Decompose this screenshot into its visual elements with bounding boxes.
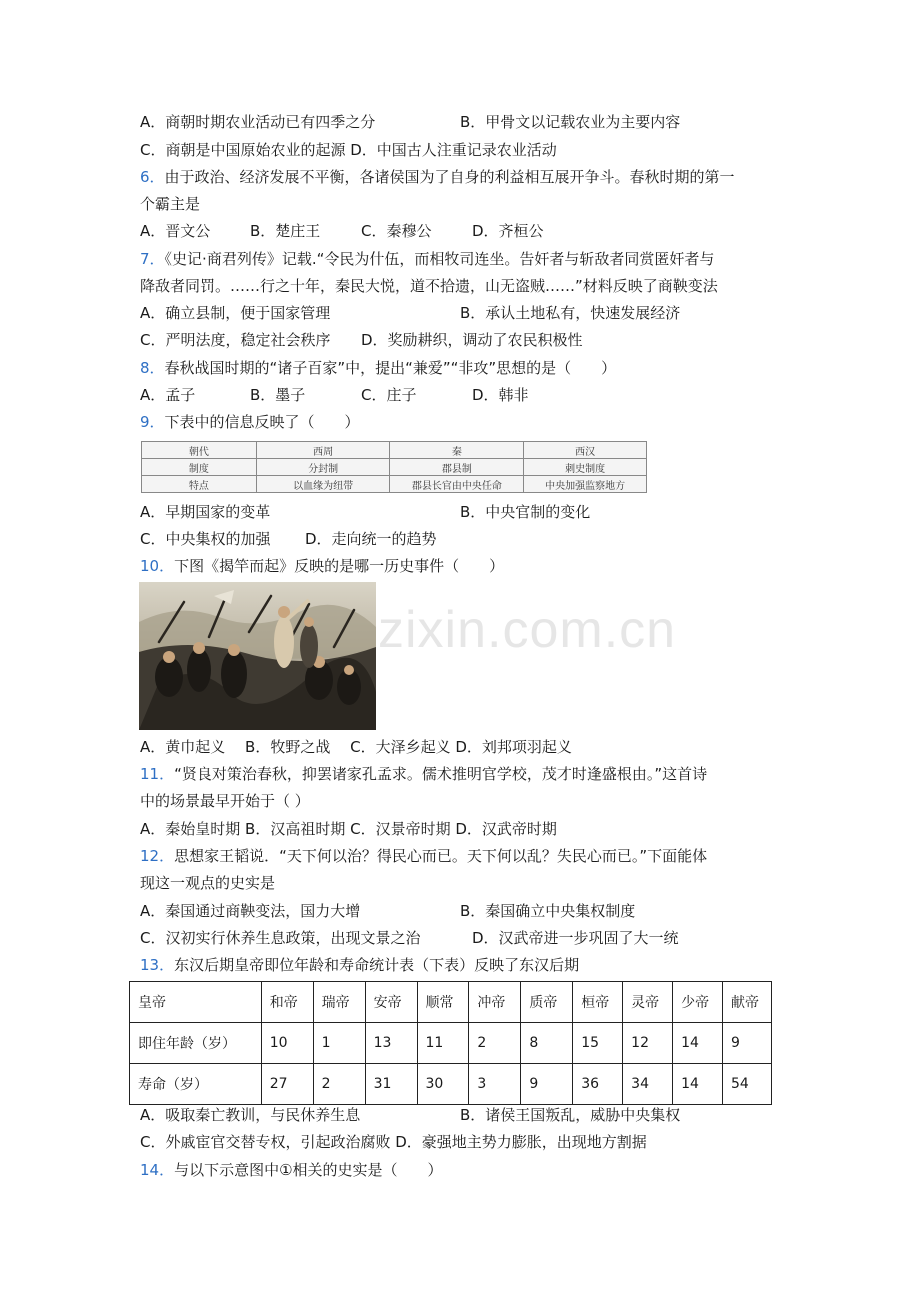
q7-stem-line1: 7．《史记·商君列传》记载.“令民为什伍，而相牧司连坐。告奸者与斩敌者同赏匿奸者与 <box>140 250 715 268</box>
table-cell: 寿命（岁） <box>130 1064 262 1105</box>
table-cell: 皇帝 <box>130 982 262 1023</box>
table-cell: 11 <box>417 1023 469 1064</box>
table-cell: 9 <box>723 1023 772 1064</box>
q6-option-d: D．齐桓公 <box>472 222 544 240</box>
table-row <box>130 982 772 1023</box>
q13-number: 13． <box>140 956 175 974</box>
q10-options: A．黄巾起义 B．牧野之战 C．大泽乡起义 D．刘邦项羽起义 <box>140 738 572 756</box>
q14-number: 14． <box>140 1161 175 1179</box>
table-cell: 13 <box>365 1023 417 1064</box>
table-cell: 西汉 <box>524 442 647 459</box>
table-row <box>130 1064 772 1105</box>
table-cell: 制度 <box>142 459 257 476</box>
q13-option-b: B．诸侯王国叛乱，威胁中央集权 <box>460 1106 681 1124</box>
table-cell: 30 <box>417 1064 469 1105</box>
table-cell: 14 <box>673 1064 723 1105</box>
q7-option-d: D．奖励耕织，调动了农民积极性 <box>361 331 583 349</box>
table-cell: 54 <box>723 1064 772 1105</box>
q8-option-a: A．孟子 <box>140 386 196 404</box>
table-row <box>142 459 647 476</box>
q13-emperor-table <box>129 981 772 1105</box>
q9-stem: 9．下表中的信息反映了（ ） <box>140 413 360 431</box>
q12-option-c: C．汉初实行休养生息政策，出现文景之治 <box>140 929 421 947</box>
q13-option-cd: C．外戚宦官交替专权，引起政治腐败 D．豪强地主势力膨胀，出现地方割据 <box>140 1133 647 1151</box>
q12-stem-line2: 现这一观点的史实是 <box>140 874 276 892</box>
q5-option-a: A．商朝时期农业活动已有四季之分 <box>140 113 376 131</box>
q8-option-b: B．墨子 <box>250 386 306 404</box>
q6-number: 6． <box>140 168 165 186</box>
table-cell: 朝代 <box>142 442 257 459</box>
table-cell: 以血缘为纽带 <box>256 476 390 493</box>
q5-option-b: B．甲骨文以记载农业为主要内容 <box>460 113 681 131</box>
table-cell: 31 <box>365 1064 417 1105</box>
q8-option-c: C．庄子 <box>361 386 417 404</box>
table-cell: 瑞帝 <box>313 982 365 1023</box>
q9-dynasty-table <box>141 441 647 493</box>
q11-number: 11． <box>140 765 175 783</box>
q7-option-a: A．确立县制，便于国家管理 <box>140 304 331 322</box>
table-cell: 8 <box>521 1023 573 1064</box>
q9-option-b: B．中央官制的变化 <box>460 503 591 521</box>
q12-option-d: D．汉武帝进一步巩固了大一统 <box>472 929 679 947</box>
q6-option-b: B．楚庄王 <box>250 222 321 240</box>
q8-number: 8． <box>140 359 165 377</box>
table-cell: 特点 <box>142 476 257 493</box>
q8-stem: 8．春秋战国时期的“诸子百家”中，提出“兼爱”“非攻”思想的是（ ） <box>140 359 617 377</box>
q7-option-c: C．严明法度，稳定社会秩序 <box>140 331 331 349</box>
q11-stem-line1: 11．“贤良对策治春秋，抑罢诸家孔孟求。儒术推明官学校，茂才时逢盛根由。”这首诗 <box>140 765 708 783</box>
uprising-painting <box>139 582 376 730</box>
q13-option-a: A．吸取秦亡教训，与民休养生息 <box>140 1106 361 1124</box>
table-cell: 桓帝 <box>573 982 623 1023</box>
q9-option-a: A．早期国家的变革 <box>140 503 271 521</box>
q14-stem: 14．与以下示意图中①相关的史实是（ ） <box>140 1161 443 1179</box>
q10-number: 10． <box>140 557 175 575</box>
q12-option-b: B．秦国确立中央集权制度 <box>460 902 636 920</box>
table-cell: 10 <box>261 1023 313 1064</box>
table-cell: 冲帝 <box>469 982 521 1023</box>
q9-option-c: C．中央集权的加强 <box>140 530 271 548</box>
table-row <box>130 1023 772 1064</box>
table-cell: 少帝 <box>673 982 723 1023</box>
table-cell: 9 <box>521 1064 573 1105</box>
table-cell: 3 <box>469 1064 521 1105</box>
table-cell: 分封制 <box>256 459 390 476</box>
q11-stem-line2: 中的场景最早开始于（ ） <box>140 792 310 810</box>
q6-option-c: C．秦穆公 <box>361 222 432 240</box>
table-cell: 质帝 <box>521 982 573 1023</box>
q8-option-d: D．韩非 <box>472 386 529 404</box>
table-cell: 中央加强监察地方 <box>524 476 647 493</box>
q9-number: 9． <box>140 413 165 431</box>
q13-stem: 13．东汉后期皇帝即位年龄和寿命统计表（下表）反映了东汉后期 <box>140 956 580 974</box>
table-cell: 献帝 <box>723 982 772 1023</box>
q7-number: 7． <box>140 250 165 268</box>
table-cell: 顺常 <box>417 982 469 1023</box>
table-cell: 2 <box>469 1023 521 1064</box>
q7-stem-line2: 降敌者同罚。……行之十年，秦民大悦，道不拾遗，山无盗贼……”材料反映了商鞅变法 <box>140 277 718 295</box>
table-cell: 14 <box>673 1023 723 1064</box>
table-row <box>142 442 647 459</box>
table-cell: 36 <box>573 1064 623 1105</box>
table-cell: 和帝 <box>261 982 313 1023</box>
q7-option-b: B．承认土地私有，快速发展经济 <box>460 304 681 322</box>
q6-stem-line1: 6．由于政治、经济发展不平衡，各诸侯国为了自身的利益相互展开争斗。春秋时期的第一 <box>140 168 735 186</box>
q12-number: 12． <box>140 847 175 865</box>
table-cell: 12 <box>623 1023 673 1064</box>
table-cell: 2 <box>313 1064 365 1105</box>
q10-stem: 10．下图《揭竿而起》反映的是哪一历史事件（ ） <box>140 557 505 575</box>
table-cell: 灵帝 <box>623 982 673 1023</box>
table-cell: 西周 <box>256 442 390 459</box>
table-cell: 15 <box>573 1023 623 1064</box>
q6-option-a: A．晋文公 <box>140 222 211 240</box>
table-cell: 郡县长官由中央任命 <box>390 476 524 493</box>
table-cell: 1 <box>313 1023 365 1064</box>
table-cell: 秦 <box>390 442 524 459</box>
table-cell: 即住年龄（岁） <box>130 1023 262 1064</box>
table-cell: 34 <box>623 1064 673 1105</box>
q9-option-d: D．走向统一的趋势 <box>305 530 437 548</box>
q6-stem-line2: 个霸主是 <box>140 195 201 213</box>
table-cell: 27 <box>261 1064 313 1105</box>
q12-option-a: A．秦国通过商鞅变法，国力大增 <box>140 902 361 920</box>
table-cell: 刺史制度 <box>524 459 647 476</box>
table-cell: 郡县制 <box>390 459 524 476</box>
watermark-text: zixin.com.cn <box>378 601 677 659</box>
table-cell: 安帝 <box>365 982 417 1023</box>
q12-stem-line1: 12．思想家王韬说．“天下何以治？得民心而已。天下何以乱？失民心而已。”下面能体 <box>140 847 708 865</box>
table-row <box>142 476 647 493</box>
q5-option-cd: C．商朝是中国原始农业的起源 D．中国古人注重记录农业活动 <box>140 141 557 159</box>
q11-options: A．秦始皇时期 B．汉高祖时期 C．汉景帝时期 D．汉武帝时期 <box>140 820 557 838</box>
